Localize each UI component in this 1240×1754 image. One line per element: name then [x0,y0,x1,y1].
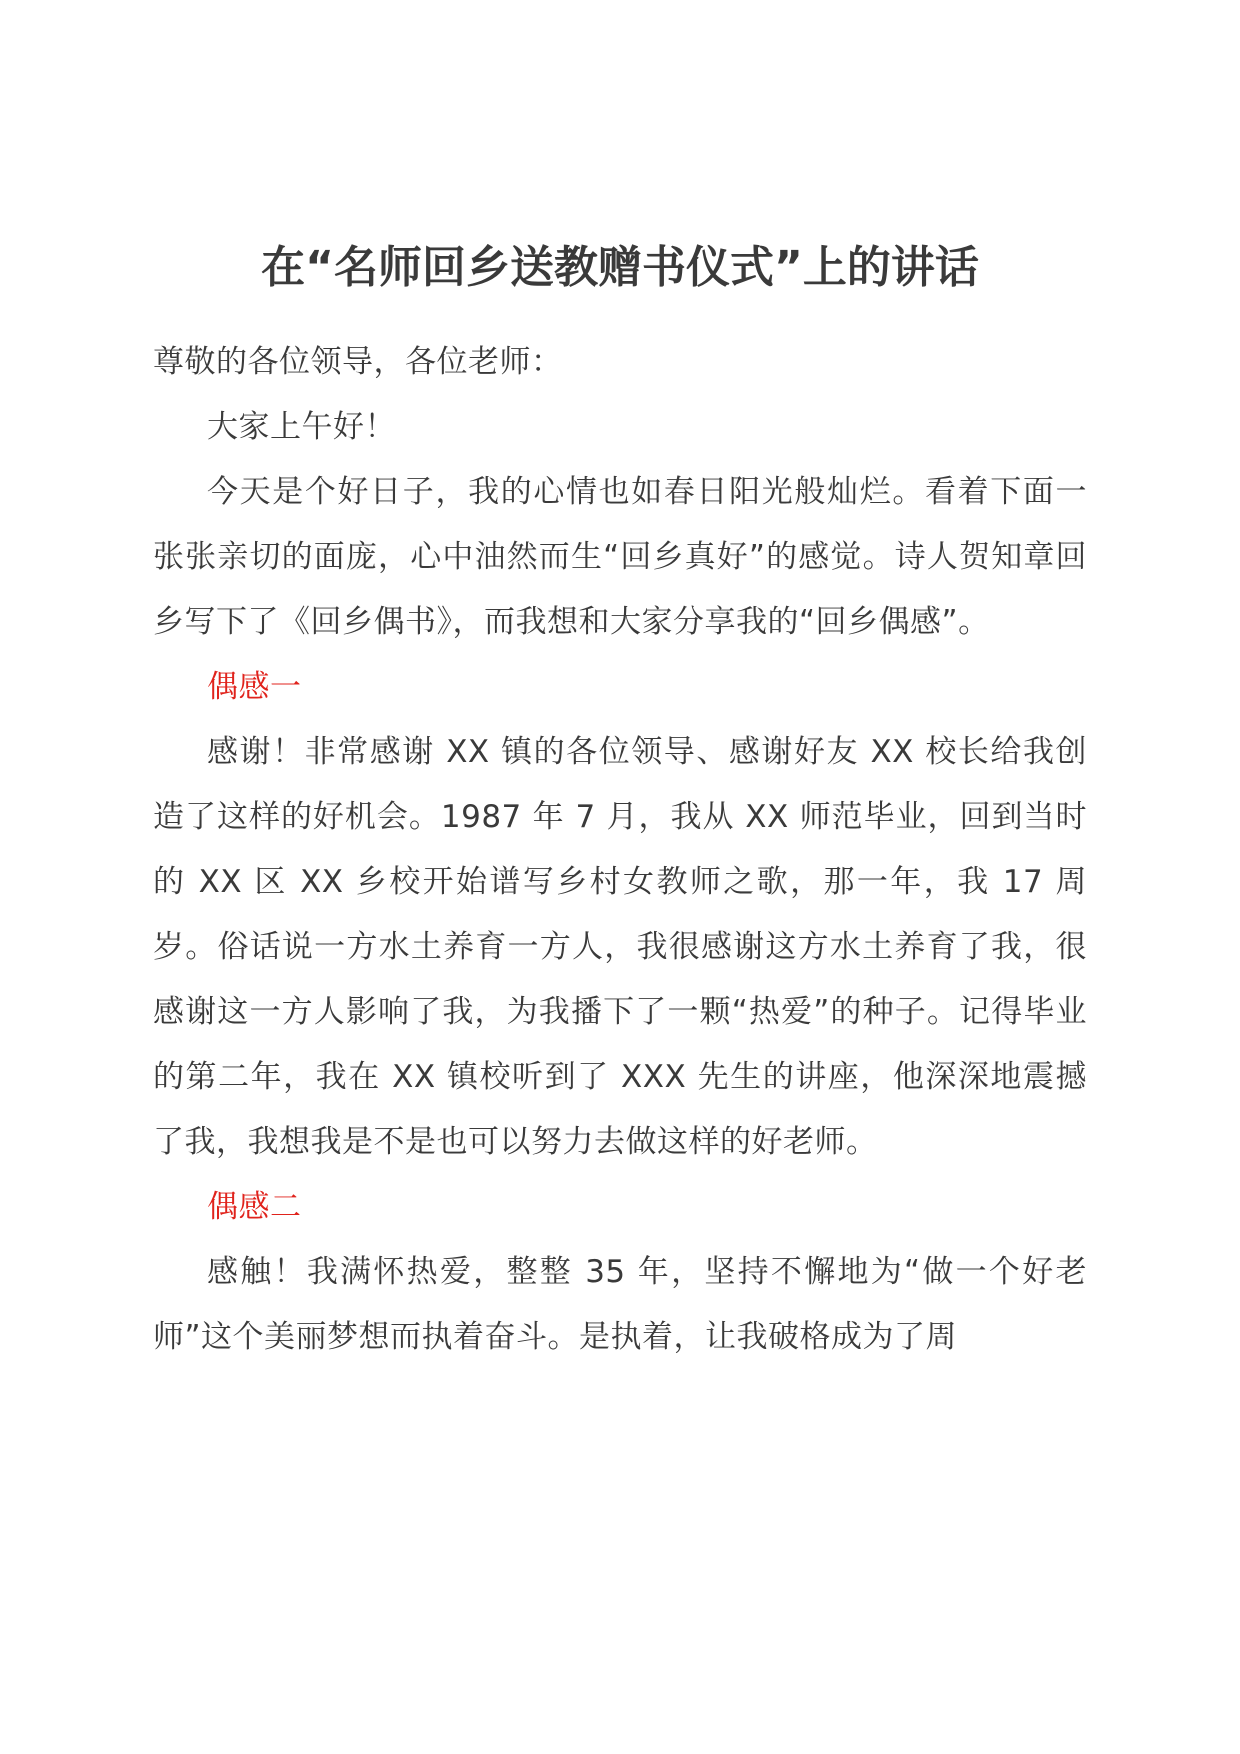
section-paragraph-1: 感谢！非常感谢 XX 镇的各位领导、感谢好友 XX 校长给我创造了这样的好机会。1987 年 7 月，我从 XX 师范毕业，回到当时的 XX 区 XX 乡校开始谱写乡村女教师之歌，那一年，我 17 周岁。俗话说一方水土养育一方人，我很感谢这方水土养育了我，很感谢这一方人影响了我，为我播下了一颗“热爱”的种子。记得毕业的第二年，我在 XX 镇校听到了 XXX 先生的讲座，他深深地震撼了我，我想我是不是也可以努力去做这样的好老师。 [153,734,1087,1160]
section-heading-1: 偶感一 [207,669,302,705]
speech-title: 在“名师回乡送教赠书仪式”上的讲话 [261,242,979,293]
speech-body [153,330,1087,1370]
salutation: 尊敬的各位领导，各位老师： [153,344,563,380]
section-heading-2: 偶感二 [207,1189,302,1225]
greeting: 大家上午好！ [207,409,396,445]
section-paragraph-2: 感触！我满怀热爱，整整 35 年，坚持不懈地为“做一个好老师”这个美丽梦想而执着奋斗。是执着，让我破格成为了周 [153,1254,1087,1355]
intro-paragraph: 今天是个好日子，我的心情也如春日阳光般灿烂。看着下面一张张亲切的面庞，心中油然而生“回乡真好”的感觉。诗人贺知章回乡写下了《回乡偶书》，而我想和大家分享我的“回乡偶感”。 [153,474,1087,640]
